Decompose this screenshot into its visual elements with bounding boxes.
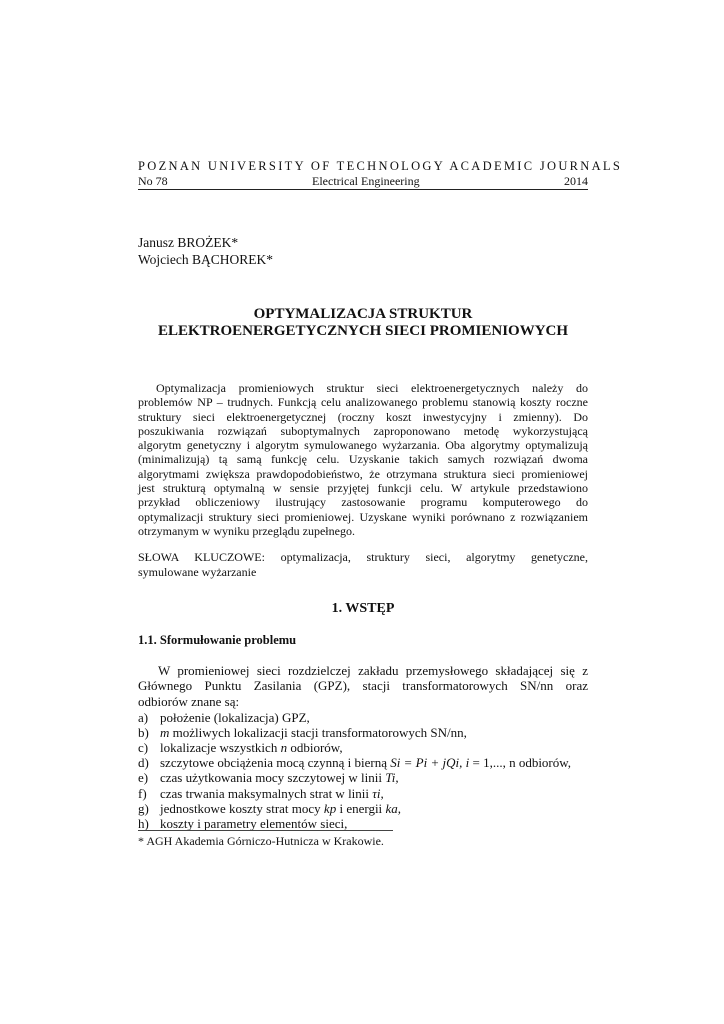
list-marker: c) [138,740,149,756]
abstract-line: (minimalizują) tą samą funkcję celu. Uzyskanie takich samych rozwiązań dwoma [138,452,588,467]
journal-title: POZNAN UNIVERSITY OF TECHNOLOGY ACADEMIC JOURNALS [138,159,623,173]
title-line: ELEKTROENERGETYCZNYCH SIECI PROMIENIOWYCH [157,323,569,339]
paragraph-line: odbiorów znane są: [138,694,240,710]
list-item-text: m możliwych lokalizacji stacji transformatorowych SN/nn, [160,724,467,740]
abstract [138,381,588,538]
abstract-line: algorytm genetyczny i algorytm symulowanego wyżarzania. Oba algorytmy optymalizują [138,438,588,453]
journal-field: Electrical Engineering [312,174,420,188]
list-item-text: jednostkowe koszty strat mocy kp i energii ka, [160,800,401,816]
keywords [138,550,588,579]
paragraph-line: W promieniowej sieci rozdzielczej zakładu przemysłowego składającej się z [158,662,588,678]
author-name: Wojciech BĄCHOREK* [138,252,274,267]
article-page [138,158,623,832]
list-item-text: lokalizacje wszystkich n odbiorów, [160,740,343,756]
list-item [138,786,588,801]
list-item [138,740,588,755]
list-marker: d) [138,755,149,771]
list-item-text: szczytowe obciążenia mocą czynną i bierną Si = Pi + jQi, i = 1,..., n odbiorów, [160,755,572,771]
list-item-text: koszty i parametry elementów sieci, [160,816,348,832]
section-heading: 1. WSTĘP [331,600,395,616]
list-item [138,755,588,770]
keywords-line: SŁOWA KLUCZOWE: optymalizacja, struktury sieci, algorytmy genetyczne, [138,550,588,565]
abstract-line: struktury sieci elektroenergetycznej (roczny koszt inwestycyjny i zmienny). Do [138,409,588,424]
list-item [138,816,588,831]
title-line: OPTYMALIZACJA STRUKTUR [253,306,473,322]
abstract-line: otrzymanym w wyniku przeglądu zupełnego. [138,523,355,538]
list-item [138,770,588,785]
known-parameters-list [138,710,588,832]
paragraph-line: Głównego Punktu Zasilania (GPZ), stacji transformatorowych SN/nn oraz [138,678,588,694]
issue-number: No 78 [138,174,168,188]
list-item-text: położenie (lokalizacja) GPZ, [160,709,310,725]
keywords-line: symulowane wyżarzanie [138,564,257,579]
footnote-divider [138,830,393,831]
list-marker: e) [138,770,149,786]
abstract-line: optymalizacji struktury sieci promieniowej. Uzyskane wyniki porównano z rozwiązaniem [138,509,588,524]
list-item [138,725,588,740]
article-title [138,306,588,340]
list-item [138,801,588,816]
intro-paragraph [138,663,588,710]
abstract-line: algorytmami zwiększa prawdopodobieństwo, że otrzymana struktura sieci promieniowej [138,466,588,481]
list-item-text: czas trwania maksymalnych strat w linii τi, [160,785,384,801]
abstract-line: problemów NP – trudnych. Funkcją celu analizowanego problemu stanowią koszty roczne [138,395,588,410]
list-marker: g) [138,800,149,816]
list-marker: a) [138,709,149,725]
author-list [138,234,588,268]
list-item-text: czas użytkowania mocy szczytowej w linii Ti, [160,770,399,786]
list-item [138,710,588,725]
abstract-line: poszukiwania rozwiązań suboptymalnych zaproponowano metodę wykorzystującą [138,423,588,438]
footnote: * AGH Akademia Górniczo-Hutnicza w Krakowie. [138,834,384,848]
list-marker: h) [138,816,149,832]
abstract-line: jest strukturą optymalną w sensie przyjętej funkcji celu. W artykule przedstawiono [138,481,588,496]
journal-year: 2014 [563,174,588,188]
abstract-line: Optymalizacja promieniowych struktur sieci elektroenergetycznych należy do [156,381,588,395]
journal-meta [138,174,588,190]
subsection-heading: 1.1. Sformułowanie problemu [138,632,297,647]
list-marker: b) [138,724,149,740]
abstract-line: przykład obliczeniowy ilustrujący zastosowanie programu komputerowego do [138,495,588,510]
author-name: Janusz BROŻEK* [138,235,239,250]
list-marker: f) [138,785,147,801]
